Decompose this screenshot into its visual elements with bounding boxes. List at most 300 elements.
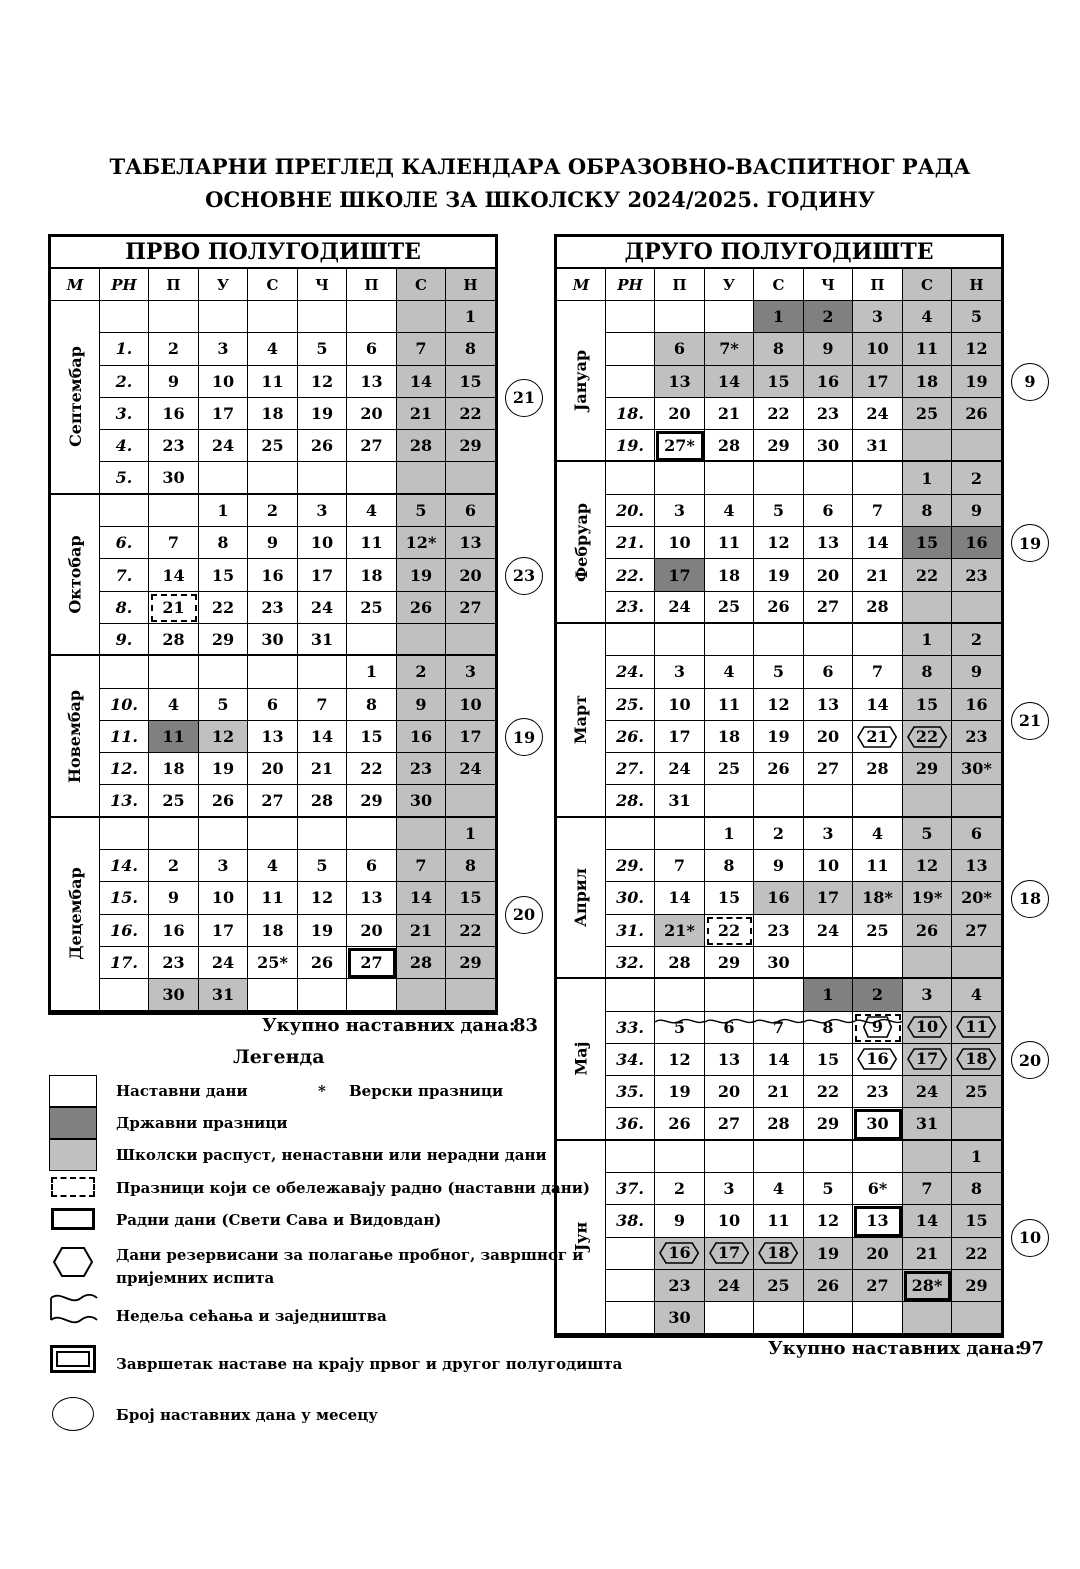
day-cell — [853, 656, 903, 688]
day-number: 31 — [211, 984, 235, 1004]
day-cell — [298, 947, 347, 979]
day-cell — [754, 882, 804, 914]
day-cell — [248, 882, 298, 914]
day-cell — [298, 592, 347, 624]
week-number: 27. — [606, 753, 655, 785]
day-cell — [446, 495, 495, 527]
day-cell — [903, 1238, 952, 1270]
legend-break-swatch — [49, 1139, 97, 1171]
day-cell — [149, 721, 199, 753]
day-cell — [149, 689, 199, 721]
day-cell — [397, 559, 446, 591]
day-cell — [446, 947, 495, 979]
day-cell — [149, 882, 199, 914]
day-cell — [705, 1076, 754, 1108]
legend-teaching-label: Наставни дани — [116, 1082, 248, 1100]
day-number: 12 — [310, 888, 334, 908]
day-cell — [903, 1012, 952, 1044]
day-number: 22 — [915, 565, 939, 585]
header-sun: Н — [952, 269, 1001, 301]
day-number: 14 — [767, 1049, 790, 1069]
day-number: 19 — [816, 1243, 840, 1263]
week-number: 16. — [100, 915, 149, 947]
day-number: 17 — [310, 565, 334, 585]
circle-count-icon — [52, 1397, 94, 1431]
day-number: 28 — [767, 1114, 790, 1134]
day-number: 9 — [970, 662, 983, 682]
day-number: 20 — [717, 1082, 741, 1102]
day-cell — [853, 333, 903, 365]
day-cell — [199, 592, 248, 624]
page-title-line1: ТАБЕЛАРНИ ПРЕГЛЕД КАЛЕНДАРА ОБРАЗОВНО-ВАСПИТНОГ РАДА — [109, 154, 971, 179]
day-cell — [853, 785, 903, 817]
month-label — [557, 979, 606, 1140]
week-number: 23. — [606, 592, 655, 624]
day-cell — [199, 689, 248, 721]
day-cell — [754, 1238, 804, 1270]
day-number: 20 — [816, 565, 840, 585]
day-number: 23 — [866, 1082, 889, 1102]
day-cell — [705, 721, 754, 753]
day-number: 10 — [211, 371, 235, 391]
day-number: 16 — [162, 404, 185, 424]
day-cell — [853, 818, 903, 850]
day-number: 20 — [668, 404, 691, 424]
day-number: 7 — [921, 1179, 933, 1199]
day-cell — [655, 1012, 705, 1044]
day-cell — [705, 430, 754, 462]
day-number: 15 — [816, 1049, 840, 1069]
day-number: 21 — [409, 920, 433, 940]
month-label — [51, 495, 100, 656]
day-number: 24 — [459, 759, 482, 779]
month-name: Јануар — [571, 350, 591, 412]
day-cell — [655, 1141, 705, 1173]
day-cell — [705, 495, 754, 527]
day-number: 13 — [459, 533, 482, 553]
day-number: 17 — [717, 1243, 741, 1263]
week-number: 4. — [100, 430, 149, 462]
day-cell — [853, 850, 903, 882]
day-number: 10 — [211, 888, 235, 908]
day-number: 5 — [822, 1179, 834, 1199]
day-number: 18 — [767, 1243, 790, 1263]
day-number: 22 — [816, 1082, 840, 1102]
header-thu: Ч — [804, 269, 853, 301]
day-number: 7 — [871, 662, 884, 682]
day-cell — [397, 947, 446, 979]
day-number: 22 — [965, 1243, 988, 1263]
hexagon-icon — [956, 1048, 996, 1070]
day-number: 7 — [415, 339, 427, 359]
day-cell — [655, 915, 705, 947]
legend-religious-label: Верски празници — [349, 1082, 504, 1100]
day-cell — [446, 301, 495, 333]
day-cell — [705, 1205, 754, 1237]
day-number: 10 — [816, 856, 840, 876]
day-cell — [199, 882, 248, 914]
day-cell — [903, 753, 952, 785]
day-cell — [347, 947, 397, 979]
week-number: 5. — [100, 462, 149, 494]
day-cell — [347, 979, 397, 1011]
day-number: 15 — [360, 727, 383, 746]
day-number: 21* — [664, 920, 695, 940]
day-number: 18 — [360, 565, 383, 585]
day-number: 20 — [360, 920, 383, 940]
day-cell — [952, 915, 1001, 947]
day-cell — [754, 333, 804, 365]
day-number: 26 — [310, 953, 334, 973]
day-cell — [248, 333, 298, 365]
day-number: 9 — [970, 500, 983, 520]
day-number: 5 — [970, 307, 983, 327]
day-number: 16 — [965, 694, 988, 714]
day-number: 29 — [816, 1114, 840, 1134]
day-number: 14 — [162, 565, 185, 585]
day-cell — [705, 689, 754, 721]
day-cell — [705, 366, 754, 398]
day-cell — [754, 1173, 804, 1205]
day-cell — [754, 1108, 804, 1140]
day-number: 13 — [360, 371, 383, 391]
week-number — [606, 818, 655, 850]
day-cell — [298, 656, 347, 688]
day-cell — [754, 527, 804, 559]
week-number: 8. — [100, 592, 149, 624]
week-number: 13. — [100, 785, 149, 817]
week-number — [100, 495, 149, 527]
month-name: Септембар — [65, 346, 85, 448]
day-cell — [754, 430, 804, 462]
day-number: 27 — [965, 920, 988, 940]
header-tue: У — [705, 269, 754, 301]
day-cell — [149, 495, 199, 527]
day-cell — [754, 1205, 804, 1237]
day-cell — [705, 785, 754, 817]
day-cell — [853, 366, 903, 398]
day-number: 4 — [723, 500, 735, 520]
day-cell — [248, 850, 298, 882]
week-number: 14. — [100, 850, 149, 882]
day-number: 25 — [162, 791, 185, 811]
month-count-circle: 21 — [1011, 702, 1049, 740]
day-number: 8 — [365, 694, 378, 714]
day-number: 4 — [167, 694, 180, 714]
day-number: 30 — [866, 1114, 889, 1134]
day-cell — [347, 592, 397, 624]
day-cell — [298, 495, 347, 527]
day-number: 1 — [822, 985, 834, 1005]
day-number: 23 — [668, 1276, 691, 1296]
day-cell — [952, 882, 1001, 914]
week-number: 37. — [606, 1173, 655, 1205]
day-cell — [655, 559, 705, 591]
day-number: 9 — [266, 533, 279, 553]
day-number: 29 — [915, 759, 939, 779]
day-cell — [705, 333, 754, 365]
day-cell — [853, 1205, 903, 1237]
day-cell — [347, 882, 397, 914]
day-cell — [446, 753, 495, 785]
day-number: 6 — [464, 500, 477, 520]
day-number: 28 — [866, 597, 889, 617]
day-cell — [446, 979, 495, 1011]
day-number: 17 — [459, 727, 482, 746]
day-number: 7* — [719, 339, 739, 359]
day-number: 17 — [668, 565, 691, 585]
day-cell — [347, 333, 397, 365]
day-number: 6 — [822, 500, 834, 520]
day-number: 6 — [365, 856, 378, 876]
week-number: 26. — [606, 721, 655, 753]
day-cell — [397, 689, 446, 721]
week-number: 19. — [606, 430, 655, 462]
day-number: 5 — [772, 662, 785, 682]
day-cell — [705, 527, 754, 559]
day-cell — [804, 882, 853, 914]
day-number: 11 — [360, 533, 383, 553]
day-cell — [804, 398, 853, 430]
hexagon-icon — [758, 1242, 798, 1264]
day-cell — [853, 624, 903, 656]
day-cell — [853, 592, 903, 624]
header-m: М — [51, 269, 100, 301]
day-number: 20* — [961, 888, 992, 908]
week-number: 15. — [100, 882, 149, 914]
day-number: 18 — [717, 727, 741, 746]
week-number: 21. — [606, 527, 655, 559]
day-number: 27 — [816, 597, 840, 617]
day-cell — [804, 785, 853, 817]
day-number: 26 — [409, 597, 433, 617]
day-number: 26 — [767, 759, 790, 779]
day-number: 6 — [365, 339, 378, 359]
day-cell — [347, 430, 397, 462]
day-number: 4 — [266, 339, 279, 359]
day-cell — [754, 850, 804, 882]
day-cell — [347, 527, 397, 559]
week-number: 20. — [606, 495, 655, 527]
day-number: 30 — [162, 468, 185, 488]
day-cell — [705, 624, 754, 656]
day-number: 22 — [360, 759, 383, 779]
week-number — [606, 462, 655, 494]
month-name: Децембар — [65, 867, 85, 960]
day-cell — [446, 462, 495, 494]
day-number: 22 — [717, 920, 741, 940]
day-number: 19 — [310, 404, 334, 424]
week-number: 33. — [606, 1012, 655, 1044]
week-number — [606, 1141, 655, 1173]
day-cell — [853, 462, 903, 494]
day-number: 7 — [415, 856, 427, 876]
day-cell — [298, 915, 347, 947]
day-cell — [347, 656, 397, 688]
day-cell — [804, 1012, 853, 1044]
hexagon-icon — [863, 1016, 892, 1038]
day-cell — [397, 753, 446, 785]
day-number: 19 — [668, 1082, 691, 1102]
day-number: 12 — [767, 694, 790, 714]
legend-end-swatch — [50, 1345, 96, 1373]
day-cell — [952, 333, 1001, 365]
hexagon-icon — [956, 1016, 996, 1038]
day-number: 15 — [459, 888, 482, 908]
day-cell — [952, 462, 1001, 494]
month-count-circle: 10 — [1011, 1219, 1049, 1257]
day-number: 2 — [970, 468, 983, 488]
week-number: 30. — [606, 882, 655, 914]
day-cell — [952, 1076, 1001, 1108]
day-cell — [705, 1108, 754, 1140]
day-cell — [705, 882, 754, 914]
day-cell — [149, 656, 199, 688]
day-number: 21 — [717, 404, 741, 424]
legend-exams-label-2: пријемних испита — [116, 1269, 275, 1287]
day-cell — [446, 559, 495, 591]
day-cell — [655, 785, 705, 817]
day-number: 18 — [915, 371, 939, 391]
week-number — [606, 624, 655, 656]
day-cell — [705, 850, 754, 882]
day-cell — [397, 979, 446, 1011]
day-cell — [199, 559, 248, 591]
day-cell — [804, 850, 853, 882]
day-cell — [347, 818, 397, 850]
day-cell — [655, 624, 705, 656]
header-wed: С — [248, 269, 298, 301]
day-cell — [705, 656, 754, 688]
day-cell — [853, 1044, 903, 1076]
second-total-label: Укупно наставних дана: — [768, 1338, 1022, 1359]
month-name: Новембар — [65, 689, 85, 783]
week-number: 17. — [100, 947, 149, 979]
day-cell — [397, 721, 446, 753]
day-number: 14 — [668, 888, 691, 908]
day-cell — [853, 527, 903, 559]
day-cell — [853, 721, 903, 753]
day-cell — [804, 818, 853, 850]
day-cell — [804, 753, 853, 785]
day-number: 15 — [459, 371, 482, 391]
day-cell — [853, 1012, 903, 1044]
day-cell — [903, 301, 952, 333]
day-number: 11 — [717, 533, 741, 553]
day-cell — [705, 1302, 754, 1334]
day-cell — [903, 398, 952, 430]
day-cell — [804, 430, 853, 462]
day-number: 21 — [915, 1243, 939, 1263]
day-cell — [149, 818, 199, 850]
day-number: 12* — [405, 533, 437, 553]
day-cell — [903, 333, 952, 365]
day-cell — [347, 624, 397, 656]
day-number: 13 — [816, 694, 840, 714]
day-cell — [754, 624, 804, 656]
day-number: 7 — [871, 500, 884, 520]
day-number: 30 — [668, 1307, 691, 1327]
day-number: 20 — [261, 759, 284, 779]
day-number: 4 — [772, 1179, 785, 1199]
day-number: 25 — [717, 759, 741, 779]
day-number: 6 — [822, 662, 834, 682]
day-cell — [397, 624, 446, 656]
day-number: 22 — [767, 404, 790, 424]
day-cell — [804, 495, 853, 527]
day-number: 28 — [162, 629, 185, 649]
day-cell — [754, 915, 804, 947]
legend-count-label: Број наставних дана у месецу — [116, 1406, 378, 1424]
day-cell — [298, 721, 347, 753]
day-number: 27 — [261, 791, 284, 811]
day-cell — [804, 366, 853, 398]
day-cell — [347, 366, 397, 398]
day-cell — [952, 398, 1001, 430]
day-cell — [248, 462, 298, 494]
week-number — [606, 1270, 655, 1302]
month-label — [557, 1141, 606, 1335]
day-cell — [705, 818, 754, 850]
day-number: 26 — [310, 436, 334, 456]
day-cell — [397, 366, 446, 398]
month-label — [51, 656, 100, 817]
hexagon-icon — [907, 726, 947, 748]
day-number: 16 — [668, 1243, 691, 1263]
day-cell — [903, 689, 952, 721]
day-number: 17 — [915, 1049, 939, 1069]
day-number: 10 — [310, 533, 334, 553]
day-number: 11 — [866, 856, 889, 876]
week-number: 34. — [606, 1044, 655, 1076]
day-number: 11 — [915, 339, 939, 359]
day-number: 24 — [668, 597, 691, 617]
month-count-circle: 19 — [505, 718, 543, 756]
day-cell — [903, 495, 952, 527]
day-cell — [804, 689, 853, 721]
day-cell — [754, 366, 804, 398]
day-cell — [903, 1141, 952, 1173]
day-number: 2 — [415, 662, 427, 682]
day-number: 6 — [673, 339, 686, 359]
day-number: 28 — [668, 952, 691, 972]
day-cell — [952, 1108, 1001, 1140]
day-number: 13 — [965, 856, 988, 876]
day-cell — [397, 656, 446, 688]
day-cell — [397, 882, 446, 914]
day-number: 20 — [816, 727, 840, 746]
day-number: 22 — [459, 920, 482, 940]
day-cell — [248, 301, 298, 333]
day-cell — [952, 1270, 1001, 1302]
day-cell — [903, 882, 952, 914]
day-cell — [754, 301, 804, 333]
first-total-label: Укупно наставних дана: — [262, 1015, 516, 1036]
day-number: 7 — [772, 1017, 785, 1037]
day-number: 29 — [459, 436, 482, 456]
hexagon-icon — [907, 1016, 947, 1038]
month-label — [557, 301, 606, 462]
day-number: 19 — [310, 920, 334, 940]
day-cell — [952, 656, 1001, 688]
header-mon: П — [149, 269, 199, 301]
day-number: 1 — [921, 630, 933, 650]
day-cell — [952, 592, 1001, 624]
day-cell — [903, 1205, 952, 1237]
day-number: 26 — [816, 1276, 840, 1296]
header-rn: РН — [100, 269, 149, 301]
day-cell — [298, 462, 347, 494]
